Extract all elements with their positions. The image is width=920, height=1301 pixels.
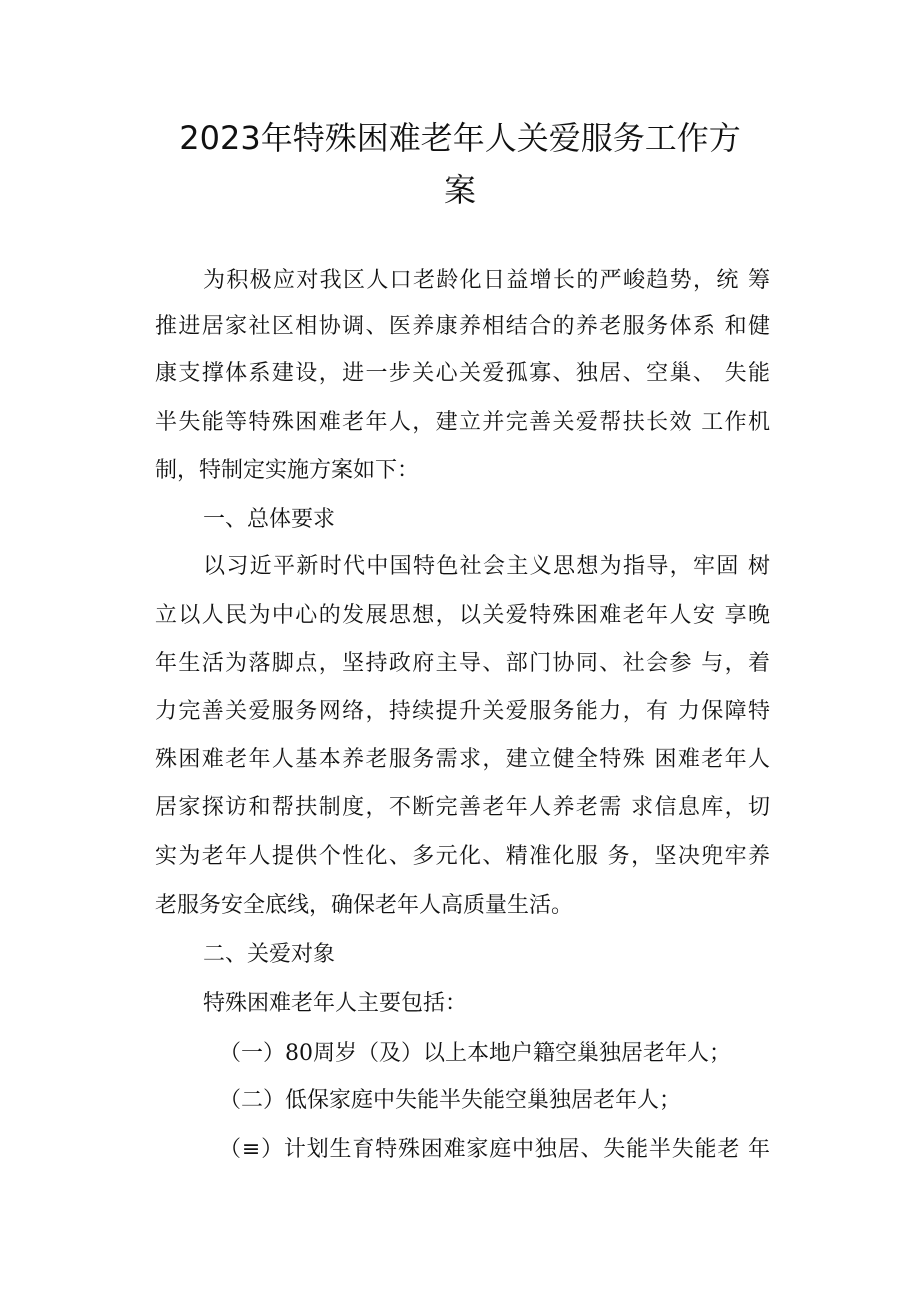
intro-line: 推进居家社区相协调、医养康养相结合的养老服务体系 和健 bbox=[155, 314, 770, 339]
section1-line: 年生活为落脚点，坚持政府主导、部门协同、社会参 与，着 bbox=[155, 651, 770, 676]
section1-line: 老服务安全底线，确保老年人高质量生活。 bbox=[155, 893, 574, 918]
intro-line: 半失能等特殊困难老年人，建立并完善关爱帮扶长效 工作机 bbox=[155, 410, 770, 435]
intro-line: 为积极应对我区人口老龄化日益增长的严峻趋势，统 筹 bbox=[203, 268, 770, 293]
list-item: （≡）计划生育特殊困难家庭中独居、失能半失能老 年 bbox=[219, 1137, 770, 1162]
title-line-2: 案 bbox=[443, 171, 476, 209]
intro-line: 制，特制定实施方案如下： bbox=[155, 458, 420, 483]
section1-line: 殊困难老年人基本养老服务需求，建立健全特殊 困难老年人 bbox=[155, 747, 770, 772]
intro-line: 康支撑体系建设，进一步关心关爱孤寡、独居、空巢、 失能 bbox=[155, 361, 770, 386]
section1-line: 以习近平新时代中国特色社会主义思想为指导，牢固 树 bbox=[203, 554, 770, 579]
list-item: （二）低保家庭中失能半失能空巢独居老年人； bbox=[219, 1088, 682, 1113]
section1-line: 力完善关爱服务网络，持续提升关爱服务能力，有 力保障特 bbox=[155, 699, 770, 724]
document-title bbox=[140, 112, 780, 216]
section2-intro: 特殊困难老年人主要包括： bbox=[203, 991, 468, 1016]
section-heading: 二、关爱对象 bbox=[203, 942, 336, 967]
section1-line: 实为老年人提供个性化、多元化、精准化服 务，坚决兜牢养 bbox=[155, 844, 770, 869]
section1-line: 居家探访和帮扶制度，不断完善老年人养老需 求信息库，切 bbox=[155, 795, 770, 820]
section-heading: 一、总体要求 bbox=[203, 507, 336, 532]
list-item: （一）80周岁（及）以上本地户籍空巢独居老年人； bbox=[219, 1041, 731, 1066]
title-line-1: 2023年特殊困难老年人关爱服务工作方 bbox=[179, 119, 741, 157]
section1-line: 立以人民为中心的发展思想，以关爱特殊困难老年人安 享晚 bbox=[155, 603, 770, 628]
